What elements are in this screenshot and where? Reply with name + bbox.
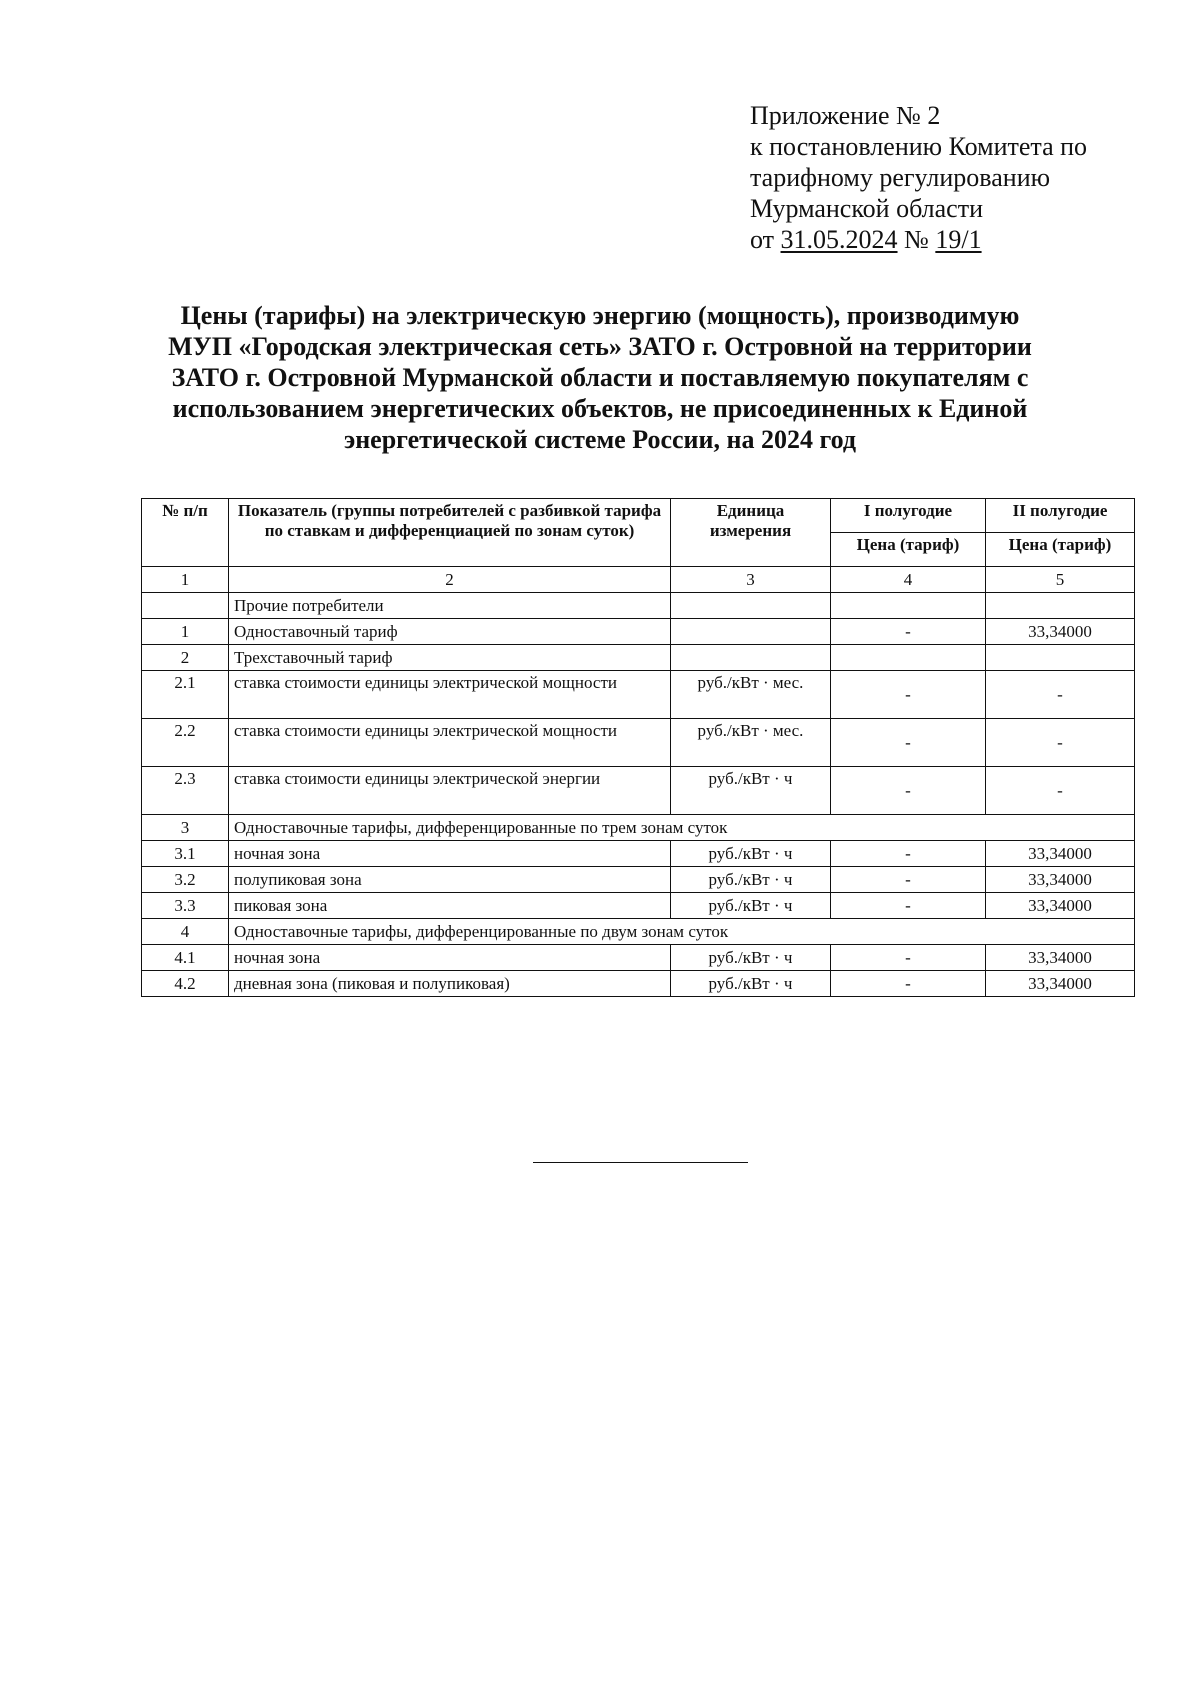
row-price-h1: - xyxy=(831,971,986,997)
row-num: 3.1 xyxy=(142,841,229,867)
document-title xyxy=(120,300,1080,455)
row-name: ночная зона xyxy=(229,841,671,867)
table-row xyxy=(142,971,1135,997)
row-name: пиковая зона xyxy=(229,893,671,919)
empty-cell xyxy=(671,593,831,619)
col-number: 3 xyxy=(671,567,831,593)
row-unit xyxy=(671,619,831,645)
row-price-h1: - xyxy=(831,671,986,719)
header-row xyxy=(142,499,1135,533)
row-num: 1 xyxy=(142,619,229,645)
empty-cell xyxy=(142,593,229,619)
row-price-h2: 33,34000 xyxy=(986,619,1135,645)
appendix-number-label: № xyxy=(904,225,929,254)
row-num: 2.3 xyxy=(142,767,229,815)
row-num: 3.3 xyxy=(142,893,229,919)
header-unit: Единица измерения xyxy=(671,499,831,567)
row-name: Одноставочные тарифы, дифференцированные по двум зонам суток xyxy=(229,919,1135,945)
column-number-row xyxy=(142,567,1135,593)
row-name: дневная зона (пиковая и полупиковая) xyxy=(229,971,671,997)
row-name: Одноставочный тариф xyxy=(229,619,671,645)
row-name: Трехставочный тариф xyxy=(229,645,671,671)
col-number: 1 xyxy=(142,567,229,593)
table-row xyxy=(142,671,1135,719)
row-price-h2: - xyxy=(986,671,1135,719)
table-row xyxy=(142,767,1135,815)
table-row xyxy=(142,619,1135,645)
row-num: 2.2 xyxy=(142,719,229,767)
appendix-line-1: Приложение № 2 xyxy=(750,101,941,130)
row-name: Одноставочные тарифы, дифференцированные по трем зонам суток xyxy=(229,815,1135,841)
appendix-line-2: к постановлению Комитета по xyxy=(750,132,1088,161)
title-line-3: ЗАТО г. Островной Мурманской области и поставляемую покупателям с xyxy=(171,363,1029,392)
title-line-1: Цены (тарифы) на электрическую энергию (мощность), производимую xyxy=(180,301,1020,330)
row-unit: руб./кВт · ч xyxy=(671,867,831,893)
appendix-number: 19/1 xyxy=(935,225,982,254)
table-row xyxy=(142,719,1135,767)
end-divider-line xyxy=(533,1162,748,1163)
table-row xyxy=(142,867,1135,893)
empty-cell xyxy=(831,645,986,671)
row-unit: руб./кВт · ч xyxy=(671,767,831,815)
table-row xyxy=(142,919,1135,945)
appendix-from-label: от xyxy=(750,225,775,254)
header-num: № п/п xyxy=(142,499,229,567)
row-price-h1: - xyxy=(831,841,986,867)
col-number: 5 xyxy=(986,567,1135,593)
section-row-other xyxy=(142,593,1135,619)
empty-cell xyxy=(986,645,1135,671)
row-price-h1: - xyxy=(831,893,986,919)
row-num: 4.1 xyxy=(142,945,229,971)
table-row xyxy=(142,815,1135,841)
col-number: 2 xyxy=(229,567,671,593)
tariff-table xyxy=(141,498,1135,997)
row-num: 3.2 xyxy=(142,867,229,893)
row-price-h2: 33,34000 xyxy=(986,893,1135,919)
row-num: 4.2 xyxy=(142,971,229,997)
table-row xyxy=(142,841,1135,867)
col-number: 4 xyxy=(831,567,986,593)
row-price-h2: 33,34000 xyxy=(986,971,1135,997)
title-line-2: МУП «Городская электрическая сеть» ЗАТО г. Островной на территории xyxy=(168,332,1032,361)
row-name: ставка стоимости единицы электрической мощности xyxy=(229,719,671,767)
row-name: полупиковая зона xyxy=(229,867,671,893)
table-row xyxy=(142,893,1135,919)
table-row xyxy=(142,945,1135,971)
row-price-h2: 33,34000 xyxy=(986,945,1135,971)
row-price-h2: 33,34000 xyxy=(986,867,1135,893)
appendix-line-4: Мурманской области xyxy=(750,194,983,223)
row-unit: руб./кВт · ч xyxy=(671,841,831,867)
row-name: ночная зона xyxy=(229,945,671,971)
row-unit: руб./кВт · ч xyxy=(671,893,831,919)
row-price-h1: - xyxy=(831,719,986,767)
row-num: 2.1 xyxy=(142,671,229,719)
row-num: 3 xyxy=(142,815,229,841)
row-unit: руб./кВт · мес. xyxy=(671,719,831,767)
row-price-h1: - xyxy=(831,767,986,815)
empty-cell xyxy=(831,593,986,619)
header-indicator: Показатель (группы потребителей с разбивкой тарифа по ставкам и дифференциацией по зонам суток) xyxy=(229,499,671,567)
row-num: 4 xyxy=(142,919,229,945)
row-num: 2 xyxy=(142,645,229,671)
row-price-h2: - xyxy=(986,767,1135,815)
appendix-date-line xyxy=(750,224,1087,255)
row-price-h2: 33,34000 xyxy=(986,841,1135,867)
appendix-block xyxy=(750,100,1087,255)
row-price-h1: - xyxy=(831,945,986,971)
appendix-line-3: тарифному регулированию xyxy=(750,163,1051,192)
row-unit: руб./кВт · ч xyxy=(671,971,831,997)
appendix-date: 31.05.2024 xyxy=(780,225,898,254)
row-price-h2: - xyxy=(986,719,1135,767)
section-label: Прочие потребители xyxy=(229,593,671,619)
table-row xyxy=(142,645,1135,671)
title-line-5: энергетической системе России, на 2024 год xyxy=(343,425,857,454)
empty-cell xyxy=(986,593,1135,619)
header-price-2: Цена (тариф) xyxy=(986,533,1135,567)
row-price-h1: - xyxy=(831,867,986,893)
row-name: ставка стоимости единицы электрической мощности xyxy=(229,671,671,719)
row-price-h1: - xyxy=(831,619,986,645)
empty-cell xyxy=(671,645,831,671)
title-line-4: использованием энергетических объектов, не присоединенных к Единой xyxy=(172,394,1028,423)
header-half-1: I полугодие xyxy=(831,499,986,533)
header-half-2: II полугодие xyxy=(986,499,1135,533)
row-unit: руб./кВт · ч xyxy=(671,945,831,971)
row-unit: руб./кВт · мес. xyxy=(671,671,831,719)
row-name: ставка стоимости единицы электрической энергии xyxy=(229,767,671,815)
header-price-1: Цена (тариф) xyxy=(831,533,986,567)
